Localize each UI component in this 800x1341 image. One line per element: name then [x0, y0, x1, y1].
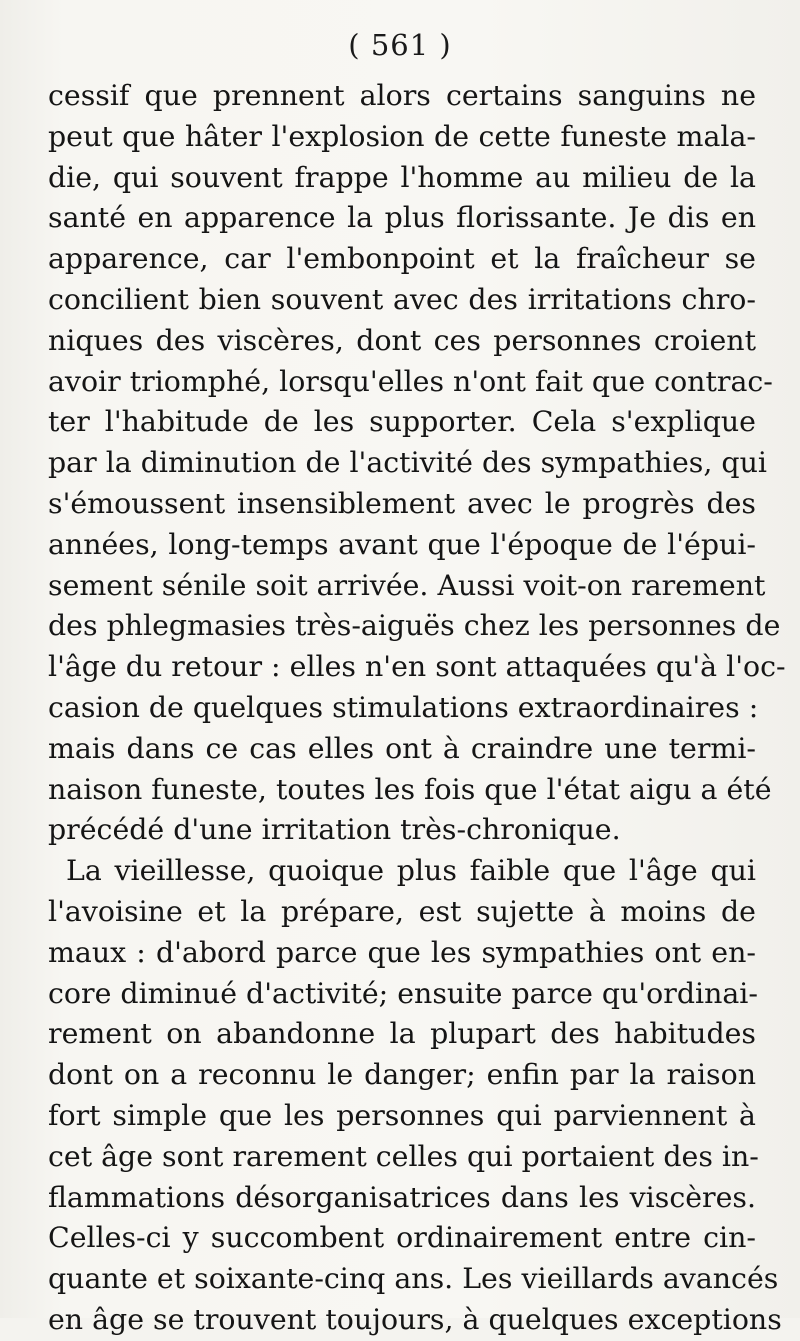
page-number: ( 561 ): [348, 28, 452, 62]
text-line: l'avoisine et la prépare, est sujette à moins de: [48, 894, 756, 928]
text-line: dont on a reconnu le danger; enfin par la raison: [48, 1058, 756, 1092]
text-line: Celles-ci y succombent ordinairement entre cin-: [48, 1221, 756, 1255]
text-line: casion de quelques stimulations extraordinaires :: [48, 690, 759, 724]
text-line: cet âge sont rarement celles qui portaient des in-: [48, 1139, 759, 1173]
text-line: flammations désorganisatrices dans les viscères.: [48, 1180, 756, 1214]
text-line: rement on abandonne la plupart des habitudes: [48, 1017, 756, 1051]
text-line: quante et soixante-cinq ans. Les vieillards avancés: [48, 1262, 779, 1296]
text-line: die, qui souvent frappe l'homme au milieu de la: [48, 160, 756, 194]
text-line: des phlegmasies très-aiguës chez les personnes de: [48, 609, 781, 643]
text-line: en âge se trouvent toujours, à quelques exceptions: [48, 1302, 782, 1336]
text-line: maux : d'abord parce que les sympathies ont en-: [48, 935, 756, 969]
text-line: cessif que prennent alors certains sanguins ne: [48, 79, 756, 112]
body-text: [48, 76, 786, 1341]
text-line: ter l'habitude de les supporter. Cela s'explique: [48, 405, 756, 439]
text-line: fort simple que les personnes qui parviennent à: [48, 1098, 756, 1132]
text-line: l'âge du retour : elles n'en sont attaquées qu'à l'oc-: [48, 650, 786, 684]
text-line: naison funeste, toutes les fois que l'état aigu a été: [48, 772, 772, 806]
text-line: sement sénile soit arrivée. Aussi voit-on rarement: [48, 568, 766, 602]
paragraph-end-line: précédé d'une irritation très-chronique.: [48, 813, 621, 847]
text-line: santé en apparence la plus florissante. Je dis en: [48, 201, 756, 235]
text-line: années, long-temps avant que l'époque de l'épui-: [48, 527, 756, 561]
text-line: avoir triomphé, lorsqu'elles n'ont fait que contrac-: [48, 364, 773, 398]
text-line: core diminué d'activité; ensuite parce qu'ordinai-: [48, 976, 758, 1010]
text-line: apparence, car l'embonpoint et la fraîcheur se: [48, 242, 756, 276]
text-line: mais dans ce cas elles ont à craindre une termi-: [48, 731, 756, 765]
text-line: peut que hâter l'explosion de cette funeste mala-: [48, 119, 756, 153]
text-line: niques des viscères, dont ces personnes croient: [48, 323, 756, 357]
text-line: concilient bien souvent avec des irritations chro-: [48, 282, 756, 316]
text-line: par la diminution de l'activité des sympathies, qui: [48, 446, 767, 480]
paragraph-start-line: La vieillesse, quoique plus faible que l'âge qui: [66, 854, 756, 888]
text-line: s'émoussent insensiblement avec le progrès des: [48, 486, 756, 520]
